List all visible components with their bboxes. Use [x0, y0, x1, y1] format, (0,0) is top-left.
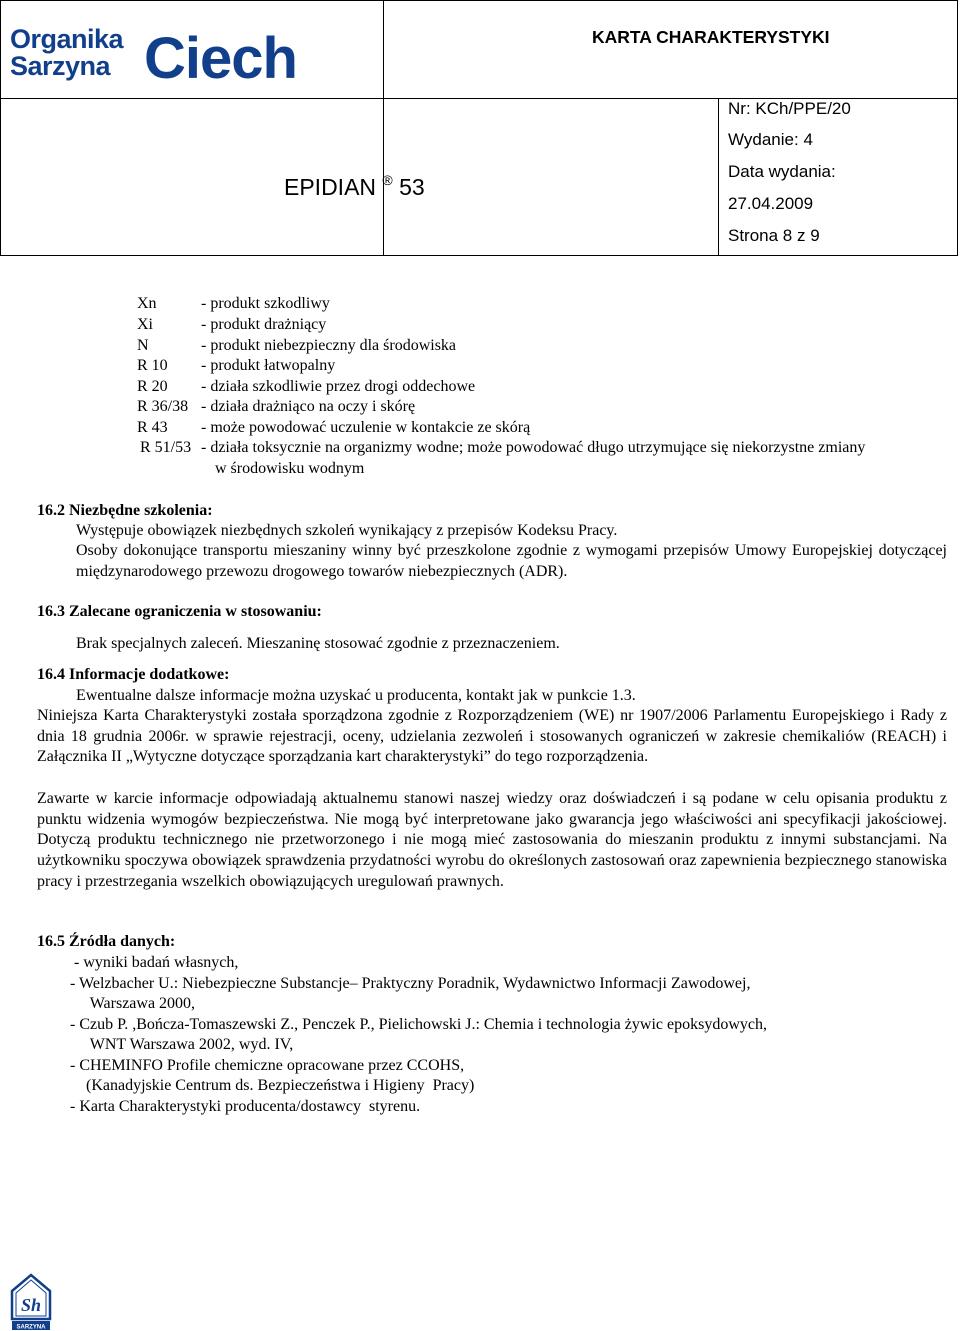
list-item: Warszawa 2000, [82, 995, 196, 1012]
symbol-row [137, 418, 530, 438]
symbol-text: - produkt szkodliwy [201, 295, 330, 312]
list-item: - CHEMINFO Profile chemiczne opracowane przez CCOHS, [70, 1057, 465, 1074]
product-name-text: EPIDIAN [284, 174, 377, 200]
symbol-text-continuation: w środowisku wodnym [215, 460, 365, 477]
symbol-code: Xi [137, 316, 153, 333]
section-16-4-line: Ewentualne dalsze informacje można uzyskać u producenta, kontakt jak w punkcie 1.3. [76, 687, 636, 704]
symbol-code: R 10 [137, 357, 168, 374]
registered-mark: ® [382, 172, 393, 188]
section-16-4-paragraph-1: Niniejsza Karta Charakterystyki została sporządzona zgodnie z Rozporządzeniem (WE) nr 1907/2006 Parlamentu Europejskiego i Rady z dnia 18 grudnia 2006r. w sprawie rejestracji, oceny, udzielania zezwoleń i stosowanych ograniczeń w zakresie chemikaliów (REACH) i Załącznika II „Wytyczne dotyczące sporządzania kart charakterystyki” do tego rozporządzenia. [37, 707, 947, 766]
symbol-text: - produkt niebezpieczny dla środowiska [201, 337, 457, 354]
logo-line-2: Sarzyna [10, 51, 111, 81]
issue-date: 27.04.2009 [728, 194, 814, 213]
header-divider-vertical-right [718, 98, 719, 256]
header-border-bottom [0, 255, 958, 256]
list-item: (Kanadyjskie Centrum ds. Bezpieczeństwa i Higieny Pracy) [78, 1077, 475, 1094]
product-name [284, 172, 425, 201]
symbol-row [137, 315, 326, 335]
product-number: 53 [399, 174, 425, 200]
logo-ciech: Ciech [144, 26, 297, 91]
list-item: - wyniki badań własnych, [70, 954, 239, 971]
symbol-text: - działa drażniąco na oczy i skórę [201, 398, 416, 415]
svg-text:Sh: Sh [20, 1295, 42, 1315]
symbol-row [137, 356, 335, 376]
symbol-text: - może powodować uczulenie w kontakcie ze skórą [201, 419, 531, 436]
symbol-row [137, 336, 456, 356]
document-header [0, 0, 958, 256]
section-16-5-heading: 16.5 Źródła danych: [37, 933, 176, 950]
logo-organika-sarzyna [10, 26, 123, 80]
list-item: - Czub P. ,Bończa-Tomaszewski Z., Penczek P., Pielichowski J.: Chemia i technologia żywic epoksydowych, [70, 1016, 767, 1033]
symbol-text: - działa szkodliwie przez drogi oddechowe [201, 378, 476, 395]
sarzyna-badge-logo [10, 1273, 52, 1331]
issue-date-label: Data wydania: [728, 162, 836, 181]
edition: Wydanie: 4 [728, 130, 813, 149]
section-16-2-line: Występuje obowiązek niezbędnych szkoleń wynikający z przepisów Kodeksu Pracy. [76, 522, 618, 539]
symbol-row [137, 377, 475, 397]
symbol-code: N [137, 337, 149, 354]
header-border-right [957, 0, 958, 256]
symbol-text: - działa toksycznie na organizmy wodne; może powodować długo utrzymujące się niekorzystne zmiany [201, 439, 866, 456]
svg-text:SARZYNA: SARZYNA [16, 1324, 46, 1331]
section-16-3-heading: 16.3 Zalecane ograniczenia w stosowaniu: [37, 603, 322, 620]
header-divider-logo [383, 0, 384, 98]
symbol-code: Xn [137, 295, 157, 312]
list-item: - Welzbacher U.: Niebezpieczne Substancje– Praktyczny Poradnik, Wydawnictwo Informacji Zawodowej, [70, 975, 751, 992]
section-16-4-paragraph-2: Zawarte w karcie informacje odpowiadają aktualnemu stanowi naszej wiedzy oraz doświadczeń i są podane w celu opisania produktu z punktu widzenia wymogów bezpieczeństwa. Nie mogą być interpretowane jako gwarancja jego właściwości ani specyfikacji jakościowej. Dotyczą produktu technicznego nie przetworzonego i nie mogą mieć zastosowania do mieszanin produktu z innymi substancjami. Na użytkowniku spoczywa obowiązek sprawdzenia przydatności wyrobu do określonych zastosowań oraz zapewnienia bezpiecznego stanowiska pracy i przestrzegania wszelkich obowiązujących uregulowań prawnych. [37, 790, 947, 890]
symbol-row [137, 294, 330, 314]
symbol-row [140, 438, 865, 458]
section-16-3-line: Brak specjalnych zaleceń. Mieszaninę stosować zgodnie z przeznaczeniem. [76, 635, 560, 652]
list-item: WNT Warszawa 2002, wyd. IV, [82, 1036, 294, 1053]
section-16-4-heading: 16.4 Informacje dodatkowe: [37, 666, 230, 683]
symbol-code: R 20 [137, 378, 168, 395]
section-16-2-paragraph: Osoby dokonujące transportu mieszaniny winny być przeszkolone zgodnie z wymogami przepisów Umowy Europejskiej dotyczącej międzynarodowego przewozu drogowego towarów niebezpiecznych (ADR). [76, 542, 947, 580]
logo-line-1: Organika [10, 24, 124, 54]
company-logo [0, 0, 383, 98]
page-number: Strona 8 z 9 [728, 226, 820, 245]
document-title: KARTA CHARAKTERYSTYKI [592, 27, 830, 47]
symbol-row [137, 397, 415, 417]
symbol-code: R 51/53 [140, 439, 192, 456]
symbol-text: - produkt łatwopalny [201, 357, 336, 374]
list-item: - Karta Charakterystyki producenta/dostawcy styrenu. [70, 1098, 421, 1115]
symbol-code: R 43 [137, 419, 168, 436]
symbol-text: - produkt drażniący [201, 316, 327, 333]
doc-number: Nr: KCh/PPE/20 [728, 99, 851, 118]
section-16-2-heading: 16.2 Niezbędne szkolenia: [37, 502, 213, 519]
symbol-code: R 36/38 [137, 398, 189, 415]
